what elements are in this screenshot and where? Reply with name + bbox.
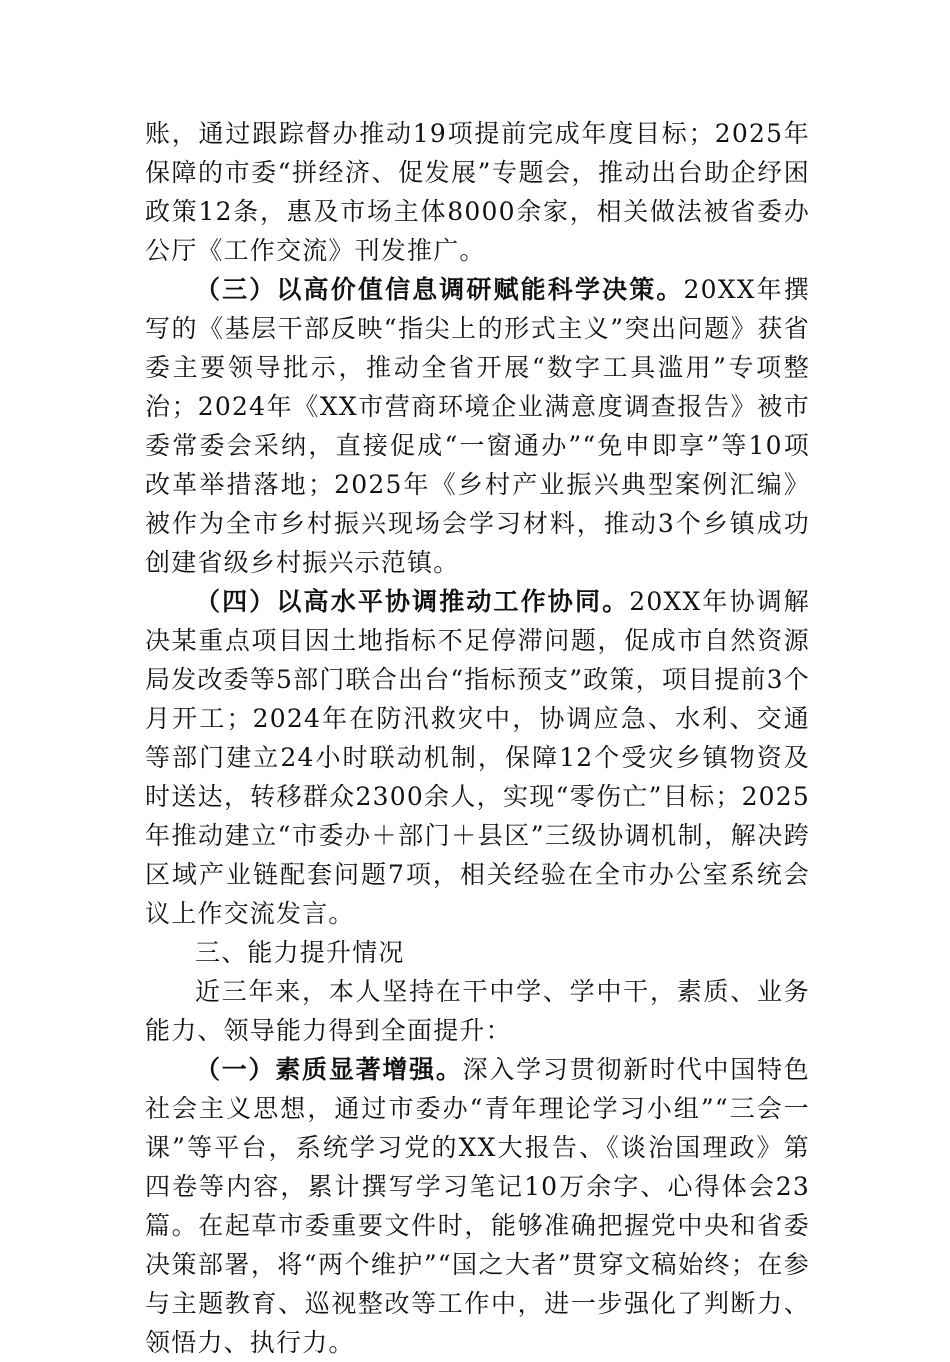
paragraph-text: 账，通过跟踪督办推动19项提前完成年度目标；2025年保障的市委“拼经济、促发展”专题会，推动出台助企纾困政策12条，惠及市场主体8000余家，相关做法被省委办公厅《工作交流》刊发推广。 bbox=[145, 119, 810, 265]
subsection-lead: （四）以高水平协调推动工作协同。 bbox=[195, 587, 630, 616]
paragraph-continuation bbox=[145, 114, 810, 270]
paragraph-body bbox=[145, 972, 810, 1050]
paragraph-text: 20XX年撰写的《基层干部反映“指尖上的形式主义”突出问题》获省委主要领导批示，推动全省开展“数字工具滥用”专项整治；2024年《XX市营商环境企业满意度调查报告》被市委常委会采纳，直接促成“一窗通办”“免申即享”等10项改革举措落地；2025年《乡村产业振兴典型案例汇编》被作为全市乡村振兴现场会学习材料，推动3个乡镇成功创建省级乡村振兴示范镇。 bbox=[145, 275, 811, 577]
section-heading bbox=[145, 933, 810, 972]
subsection-lead: （三）以高价值信息调研赋能科学决策。 bbox=[195, 275, 684, 304]
paragraph-subsection-3 bbox=[145, 270, 810, 582]
subsection-lead: （一）素质显著增强。 bbox=[195, 1055, 463, 1084]
paragraph-text: 20XX年协调解决某重点项目因土地指标不足停滞问题，促成市自然资源局发改委等5部门联合出台“指标预支”政策，项目提前3个月开工；2024年在防汛救灾中，协调应急、水利、交通等部门建立24小时联动机制，保障12个受灾乡镇物资及时送达，转移群众2300余人，实现“零伤亡”目标；2025年推动建立“市委办＋部门＋县区”三级协调机制，解决跨区域产业链配套问题7项，相关经验在全市办公室系统会议上作交流发言。 bbox=[145, 587, 810, 928]
paragraph-subsection-4 bbox=[145, 582, 810, 933]
paragraph-subsection-1 bbox=[145, 1050, 810, 1362]
paragraph-text: 近三年来，本人坚持在干中学、学中干，素质、业务能力、领导能力得到全面提升： bbox=[145, 977, 810, 1045]
paragraph-text: 深入学习贯彻新时代中国特色社会主义思想，通过市委办“青年理论学习小组”“三会一课”等平台，系统学习党的XX大报告、《谈治国理政》第四卷等内容，累计撰写学习笔记10万余字、心得体会23篇。在起草市委重要文件时，能够准确把握党中央和省委决策部署，将“两个维护”“国之大者”贯穿文稿始终；在参与主题教育、巡视整改等工作中，进一步强化了判断力、领悟力、执行力。 bbox=[145, 1055, 810, 1357]
heading-text: 三、能力提升情况 bbox=[195, 938, 405, 967]
